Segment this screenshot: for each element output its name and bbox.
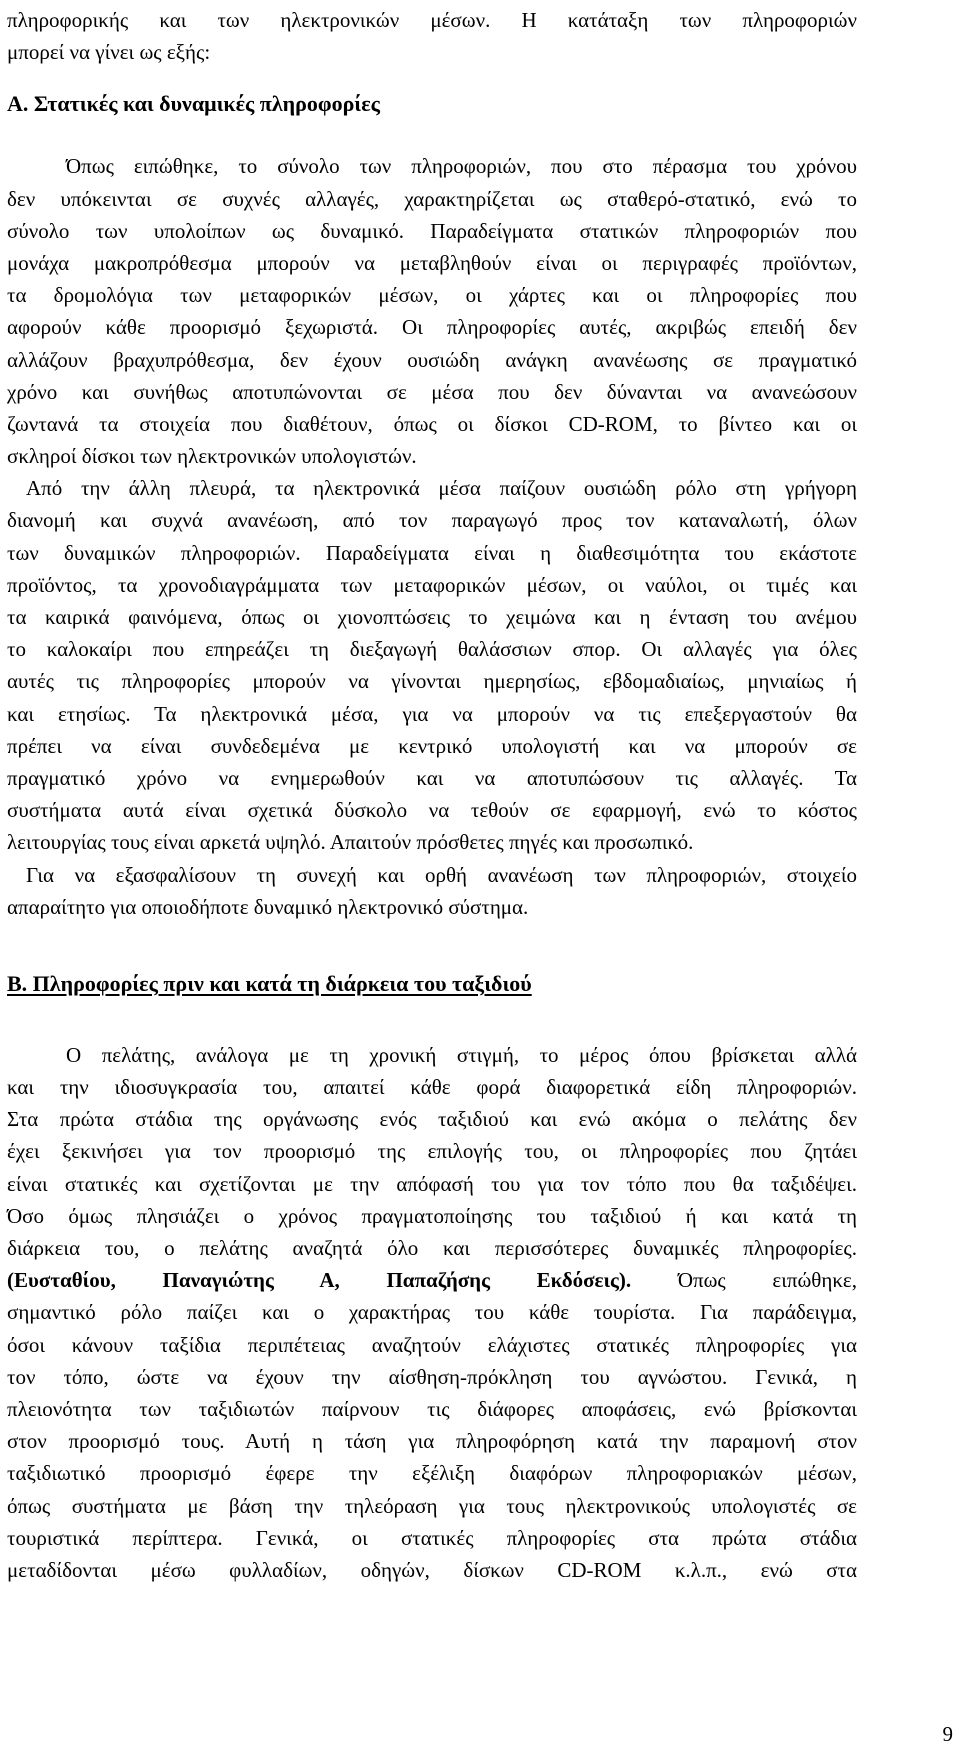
text-line: πραγματικό χρόνο να ενημερωθούν και να αποτυπώσουν τις αλλαγές. Τα — [7, 765, 857, 790]
text-line: Όπως ειπώθηκε, το σύνολο των πληροφοριών, που στο πέρασμα του χρόνου — [66, 154, 857, 179]
text-line: το καλοκαίρι που επηρεάζει τη διεξαγωγή θαλάσσιων σπορ. Οι αλλαγές για όλες — [7, 637, 857, 662]
text-line: δεν υπόκεινται σε συχνές αλλαγές, χαρακτηρίζεται ως σταθερό-στατικό, ενώ το — [7, 186, 857, 211]
text-line: είναι στατικές και σχετίζονται με την απόφασή του για τον τόπο που θα ταξιδέψει. — [7, 1171, 857, 1196]
text-line: πρέπει να είναι συνδεδεμένα με κεντρικό υπολογιστή και να μπορούν σε — [7, 733, 857, 758]
page-number: 9 — [942, 1722, 953, 1746]
text-line: σύνολο των υπολοίπων ως δυναμικό. Παραδείγματα στατικών πληροφοριών που — [7, 218, 857, 243]
text-line: ταξιδιωτικό προορισμό έφερε την εξέλιξη διαφόρων πληροφοριακών μέσων, — [7, 1461, 857, 1486]
text-line: πληροφορικής και των ηλεκτρονικών μέσων. Η κατάταξη των πληροφοριών — [7, 8, 857, 32]
text-line: πλειονότητα των ταξιδιωτών παίρνουν τις διάφορες αποφάσεις, ενώ βρίσκονται — [7, 1396, 857, 1421]
text-line: τουριστικά περίπτερα. Γενικά, οι στατικές πληροφορίες στα πρώτα στάδια — [7, 1525, 857, 1550]
text-line: αλλάζουν βραχυπρόθεσμα, δεν έχουν ουσιώδη ανάγκη ανανέωσης σε πραγματικό — [7, 347, 857, 372]
intro-paragraph — [7, 4, 857, 68]
text-line: αυτές τις πληροφορίες μπορούν να γίνονται ημερησίως, εβδομαδιαίως, μηνιαίως ή — [7, 669, 857, 694]
text-line: χρόνο και συνήθως αποτυπώνονται σε μέσα που δεν δύνανται να ανανεώσουν — [7, 379, 857, 404]
citation: (Ευσταθίου, Παναγιώτης Α, Παπαζήσης Εκδόσεις). — [7, 1268, 632, 1293]
text-line: Στα πρώτα στάδια της οργάνωσης ενός ταξιδιού και ενώ ακόμα ο πελάτης δεν — [7, 1107, 857, 1132]
text-line: διανομή και συχνά ανανέωση, από τον παραγωγό προς τον καταναλωτή, όλων — [7, 508, 857, 533]
text-line: μεταδίδονται μέσω φυλλαδίων, οδηγών, δίσκων CD-ROM κ.λ.π., ενώ στα — [7, 1557, 857, 1582]
text-line: όσοι κάνουν ταξίδια περιπέτειας αναζητούν ελάχιστες στατικές πληροφορίες για — [7, 1332, 857, 1357]
section-a-paragraph-1 — [7, 150, 857, 472]
text-line: των δυναμικών πληροφοριών. Παραδείγματα είναι η διαθεσιμότητα του εκάστοτε — [7, 540, 857, 565]
text-line: Όσο όμως πλησιάζει ο χρόνος πραγματοποίησης του ταξιδιού ή και κατά τη — [7, 1203, 857, 1228]
text-line: τα καιρικά φαινόμενα, όπως οι χιονοπτώσεις το χειμώνα και η ένταση του ανέμου — [7, 605, 857, 629]
text-line: και την ιδιοσυγκρασία του, απαιτεί κάθε φορά διαφορετικά είδη πληροφοριών. — [7, 1075, 857, 1100]
section-a-paragraph-2 — [7, 472, 857, 858]
text-line: διάρκεια του, ο πελάτης αναζητά όλο και περισσότερες δυναμικές πληροφορίες. — [7, 1236, 857, 1260]
section-a-paragraph-3 — [7, 859, 857, 923]
text-line: Ο πελάτης, ανάλογα με τη χρονική στιγμή, το μέρος όπου βρίσκεται αλλά — [66, 1042, 857, 1067]
text-line: τον τόπο, ώστε να έχουν την αίσθηση-πρόκληση του αγνώστου. Γενικά, η — [7, 1364, 857, 1389]
text-line: μονάχα μακροπρόθεσμα μπορούν να μεταβληθούν είναι οι περιγραφές προϊόντων, — [7, 250, 857, 275]
text-line: όπως συστήματα με βάση την τηλεόραση για τους ηλεκτρονικούς υπολογιστές σε — [7, 1493, 857, 1518]
section-b-heading: B. Πληροφορίες πριν και κατά τη διάρκεια του ταξιδιού — [7, 970, 532, 996]
text-line: ζωντανά τα στοιχεία που διαθέτουν, όπως οι δίσκοι CD-ROM, το βίντεο και οι — [7, 411, 857, 436]
text-line: Από την άλλη πλευρά, τα ηλεκτρονικά μέσα παίζουν ουσιώδη ρόλο στη γρήγορη — [26, 476, 857, 501]
citation-tail: Όπως ειπώθηκε, — [677, 1268, 857, 1293]
text-line: σημαντικό ρόλο παίζει και ο χαρακτήρας του κάθε τουρίστα. Για παράδειγμα, — [7, 1300, 857, 1325]
text-line: σκληροί δίσκοι των ηλεκτρονικών υπολογιστών. — [7, 444, 417, 469]
text-line: και ετησίως. Τα ηλεκτρονικά μέσα, για να μπορούν να τις επεξεργαστούν θα — [7, 701, 857, 726]
text-line: απαραίτητο για οποιοδήποτε δυναμικό ηλεκτρονικό σύστημα. — [7, 894, 529, 919]
text-line: στον προορισμό τους. Αυτή η τάση για πληροφόρηση κατά την παραμονή στον — [7, 1429, 857, 1454]
text-line: μπορεί να γίνει ως εξής: — [7, 40, 211, 65]
text-line: αφορούν κάθε προορισμό ξεχωριστά. Οι πληροφορίες αυτές, ακριβώς επειδή δεν — [7, 315, 857, 340]
text-line: έχει ξεκινήσει για τον προορισμό της επιλογής του, οι πληροφορίες που ζητάει — [7, 1139, 857, 1164]
section-b-paragraph — [7, 1039, 857, 1586]
text-line: τα δρομολόγια των μεταφορικών μέσων, οι χάρτες και οι πληροφορίες που — [7, 283, 857, 308]
text-line: λειτουργίας τους είναι αρκετά υψηλό. Απαιτούν πρόσθετες πηγές και προσωπικό. — [7, 830, 694, 855]
citation-line — [7, 1264, 857, 1296]
section-a-heading: A. Στατικές και δυναμικές πληροφορίες — [7, 91, 380, 117]
text-line: προϊόντος, τα χρονοδιαγράμματα των μεταφορικών μέσων, οι ναύλοι, οι τιμές και — [7, 572, 857, 597]
text-line: Για να εξασφαλίσουν τη συνεχή και ορθή ανανέωση των πληροφοριών, στοιχείο — [26, 862, 857, 887]
document-page — [7, 4, 857, 1586]
text-line: συστήματα αυτά είναι σχετικά δύσκολο να τεθούν σε εφαρμογή, ενώ το κόστος — [7, 798, 857, 823]
